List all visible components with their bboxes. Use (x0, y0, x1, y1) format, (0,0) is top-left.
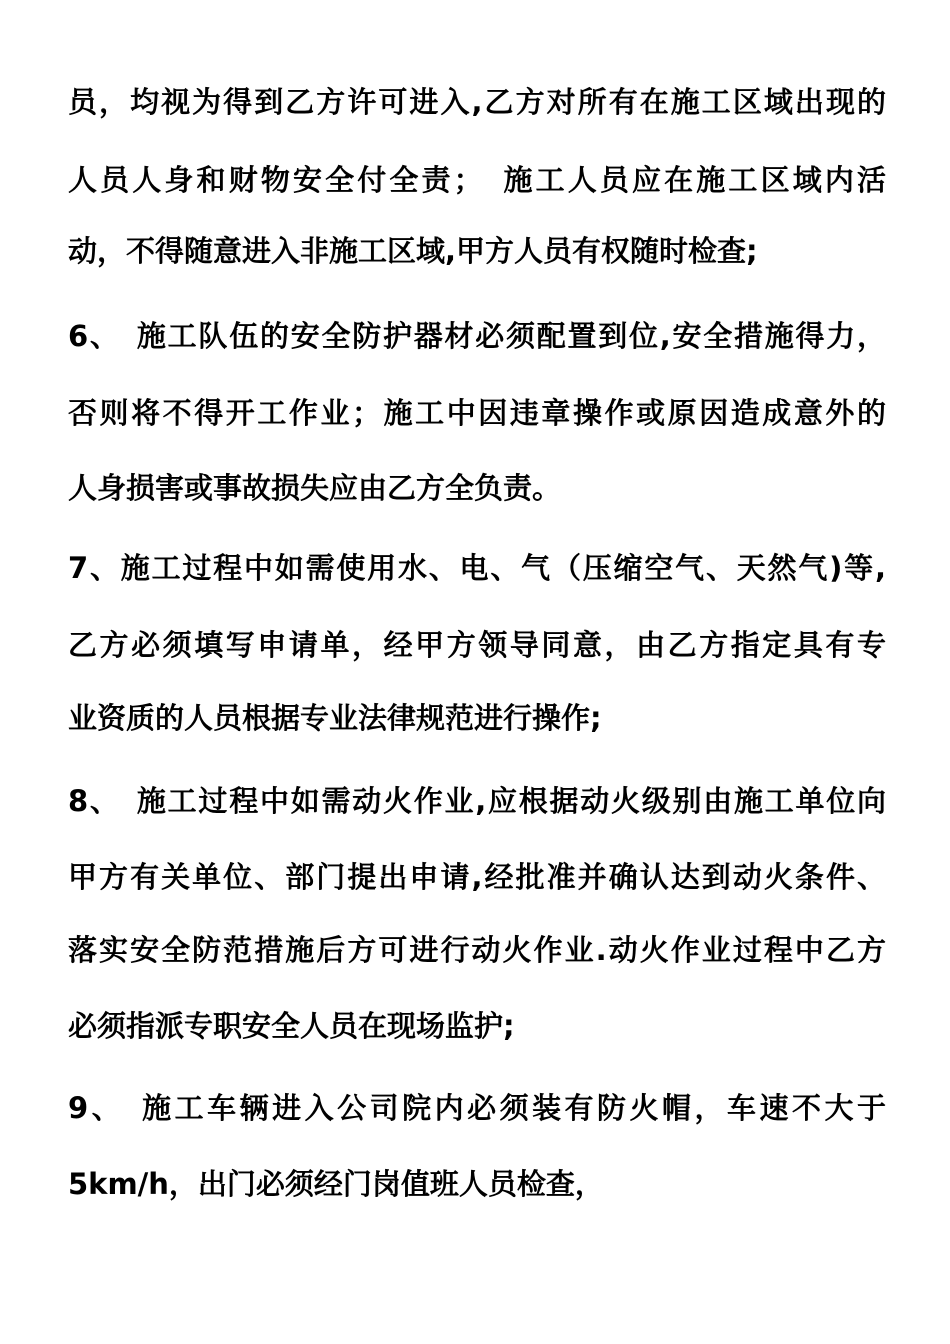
text-line: 人身损害或事故损失应由乙方全负责。 (68, 471, 562, 505)
text-line: 动，不得随意进入非施工区域,甲方人员有权随时检查; (68, 234, 758, 268)
text-line: 否则将不得开工作业；施工中因违章操作或原因造成意外的 (68, 396, 886, 430)
text-line: 业资质的人员根据专业法律规范进行操作; (68, 701, 602, 735)
text-line: 8、 施工过程中如需动火作业,应根据动火级别由施工单位向 (68, 784, 886, 818)
text-line: 5km/h，出门必须经门岗值班人员检查， (68, 1167, 604, 1201)
text-line: 9、 施工车辆进入公司院内必须装有防火帽，车速不大于 (68, 1091, 886, 1125)
text-line: 人员人身和财物安全付全责； 施工人员应在施工区域内活 (68, 163, 886, 197)
text-line: 乙方必须填写申请单，经甲方领导同意，由乙方指定具有专 (68, 628, 886, 662)
text-line: 甲方有关单位、部门提出申请,经批准并确认达到动火条件、 (68, 860, 886, 894)
text-line: 员，均视为得到乙方许可进入,乙方对所有在施工区域出现的 (68, 85, 886, 119)
text-line: 7、施工过程中如需使用水、电、气（压缩空气、天然气)等, (68, 551, 886, 585)
text-line: 必须指派专职安全人员在现场监护; (68, 1009, 515, 1043)
text-line: 6、 施工队伍的安全防护器材必须配置到位,安全措施得力， (68, 319, 886, 353)
text-line: 落实安全防范措施后方可进行动火作业.动火作业过程中乙方 (68, 933, 886, 967)
